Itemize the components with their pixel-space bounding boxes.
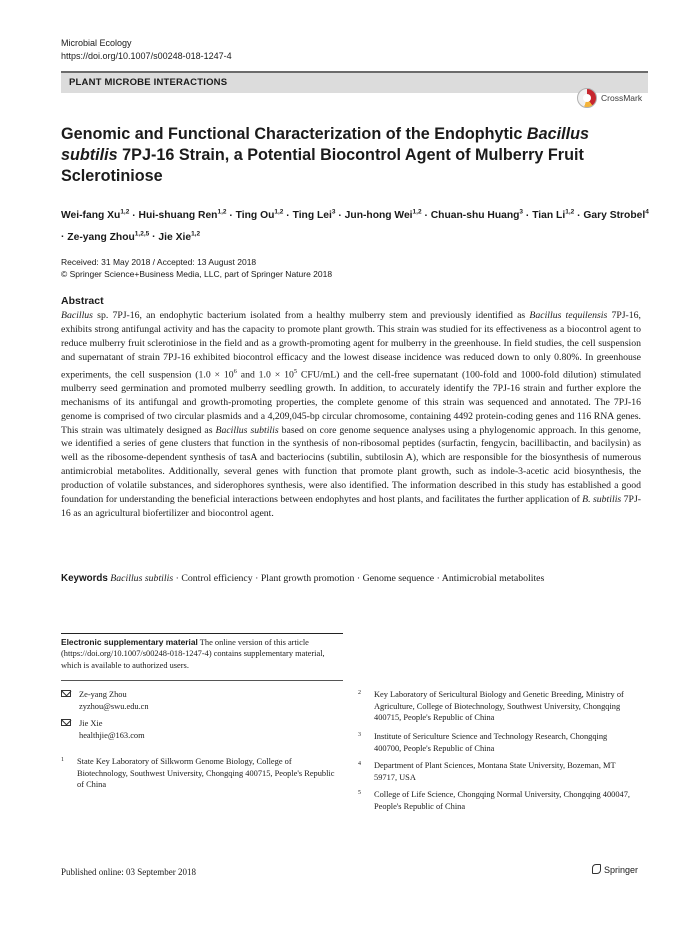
affiliation-item bbox=[61, 756, 343, 792]
envelope-icon bbox=[61, 719, 71, 726]
title-species: Bacillus subtilis bbox=[61, 125, 589, 164]
author-name: Ze-yang Zhou bbox=[67, 231, 135, 243]
keyword-italic: Bacillus subtilis bbox=[110, 573, 174, 584]
author-name: Tian Li bbox=[532, 210, 566, 222]
author-item[interactable] bbox=[583, 210, 648, 221]
envelope-icon bbox=[61, 690, 71, 697]
author-affiliation: 3 bbox=[331, 209, 336, 216]
abstract-italic: Bacillus bbox=[61, 310, 93, 321]
abstract-text: sp. 7PJ-16, an endophytic bacterium isolated from a healthy mulberry stem and previously identified as bbox=[92, 310, 530, 321]
title-part1: Genomic and Functional Characterization of the Endophytic bbox=[61, 125, 527, 143]
author-name: Wei-fang Xu bbox=[61, 210, 121, 222]
publisher-name: Springer bbox=[604, 865, 639, 875]
affiliation-number: 1 bbox=[61, 757, 64, 763]
abstract-body bbox=[61, 309, 641, 521]
crossmark-badge[interactable] bbox=[577, 88, 649, 108]
copyright-line: © Springer Science+Business Media, LLC, part of Springer Nature 2018 bbox=[61, 269, 333, 279]
keywords bbox=[61, 573, 544, 584]
esm-note bbox=[61, 637, 343, 671]
affiliation-number: 5 bbox=[358, 790, 361, 796]
author-affiliation: 1,2 bbox=[191, 230, 201, 238]
esm-top-rule bbox=[61, 633, 343, 634]
author-name: Gary Strobel bbox=[583, 210, 646, 222]
affiliation-number: 3 bbox=[358, 732, 361, 738]
affiliation-text: Institute of Sericulture Science and Technology Research, Chongqing 400700, People's Republic of China bbox=[374, 732, 608, 753]
author-item[interactable] bbox=[431, 210, 523, 221]
abstract-italic: B. subtilis bbox=[582, 494, 622, 506]
article-dates bbox=[61, 256, 332, 280]
abstract-text: and 1.0 × 10 bbox=[236, 368, 294, 380]
author-item[interactable] bbox=[345, 210, 422, 221]
abstract-sup: 5 bbox=[293, 367, 298, 375]
abstract-italic: Bacillus tequilensis bbox=[529, 310, 608, 321]
author-affiliation: 1,2,5 bbox=[134, 230, 150, 238]
abstract-sup: 6 bbox=[233, 367, 237, 375]
esm-link[interactable]: https://doi.org/10.1007/s00248-018-1247-4 bbox=[63, 649, 209, 659]
author-affiliation: 1,2 bbox=[274, 209, 284, 216]
author-affiliation: 1,2 bbox=[412, 209, 422, 216]
author-affiliation: 1,2 bbox=[217, 209, 227, 216]
title-part2: 7PJ-16 Strain, a Potential Biocontrol Agent of Mulberry Fruit Sclerotiniose bbox=[61, 146, 584, 185]
esm-text: ) contains supplementary material, which is available to authorized users. bbox=[61, 649, 325, 670]
author-affiliation: 4 bbox=[645, 209, 649, 216]
section-banner bbox=[61, 71, 648, 93]
author-affiliation: 1,2 bbox=[565, 209, 575, 216]
author-name: Chuan-shu Huang bbox=[430, 210, 520, 222]
author-item[interactable] bbox=[139, 210, 227, 221]
author-affiliation: 3 bbox=[519, 209, 524, 216]
abstract-text: 7PJ-16 as an agricultural biofertilizer and biocontrol agent. bbox=[61, 494, 641, 519]
contact-email[interactable]: zyzhou@swu.edu.cn bbox=[79, 701, 149, 711]
author-name: Jun-hong Wei bbox=[344, 210, 413, 222]
abstract-text: based on core genome sequence analyses using a phylogenomic approach. In this genome, we identified a series of gene clusters that function in the synthesis of non-ribosomal peptides (surfactin, fengycin, bacillibactin, and bacilysin) as well as the ribosome-dependent synthesis of tasA and bacteriocins (subtilin, subtilosin A), which are responsible for the biosynthesis of numerous antimicrobial metabolites. Additionally, several genes with function that promote plant growth, such as indole-3-acetic acid biosynthesis, the production of volatile substances, and siderophores synthesis, were also identified. The information described in this study has established a good foundation for understanding the beneficial interactions between endophytes and host plants, and facilitates the further application of bbox=[61, 424, 641, 506]
affiliation-text: State Key Laboratory of Silkworm Genome Biology, College of Biotechnology, Southwest University, Chongqing 400715, People's Republic of China bbox=[77, 757, 335, 789]
keywords-rest: · Control efficiency · Plant growth promotion · Genome sequence · Antimicrobial metabolites bbox=[173, 573, 545, 584]
published-online: Published online: 03 September 2018 bbox=[61, 867, 196, 877]
contact-entry bbox=[61, 718, 343, 742]
affiliation-item bbox=[358, 760, 648, 784]
affiliation-number: 4 bbox=[358, 761, 361, 767]
crossmark-icon bbox=[577, 88, 597, 108]
esm-text: The online version of this article ( bbox=[61, 638, 309, 659]
section-label: PLANT MICROBE INTERACTIONS bbox=[69, 77, 228, 88]
contact-name: Jie Xie bbox=[79, 719, 103, 728]
contact-entry bbox=[61, 689, 343, 713]
abstract-text: 7PJ-16, exhibits strong antifungal activity and has the capacity to promote plant growth. This strain was studied for its effectiveness as a biocontrol agent to reduce mulberry fruit sclerotiniose in the field and as a growth-promoting agent for mulberry in the greenhouse. In field studies, the cell suspension and supernatant of strain 7PJ-16 exhibited biocontrol efficacy and the lowest disease incidence was reduced down to only 0.80%. In greenhouse experiments, the cell suspension (1.0 × 10 bbox=[61, 310, 641, 380]
affiliation-text: College of Life Science, Chongqing Normal University, Chongqing 400047, People's Republic of China bbox=[374, 790, 631, 811]
author-name: Jie Xie bbox=[158, 231, 192, 243]
author-list: Wei-fang Xu$^{1,2}$ · Hui-shuang Ren$^{1,2}$ · Ting Ou$^{1,2}$ · Ting Lei$^3$ · Jun-hong Wei$^{1,2}$ · Chuan-shu Huang$^3$ · Tian Li$^{1,2}$ · Gary Strobel$^4$ · Ze-yang Zhou$^{1,2,5}$ · Jie Xie$^{1,2}$ bbox=[61, 209, 649, 243]
author-item[interactable] bbox=[293, 210, 336, 221]
affiliation-item bbox=[358, 689, 648, 725]
author-item[interactable] bbox=[236, 210, 284, 221]
received-accepted: Received: 31 May 2018 / Accepted: 13 August 2018 bbox=[61, 257, 257, 267]
springer-horse-icon bbox=[592, 864, 601, 874]
affiliation-text: Department of Plant Sciences, Montana State University, Bozeman, MT 59717, USA bbox=[374, 761, 616, 782]
author-item[interactable] bbox=[158, 232, 200, 243]
abstract-heading: Abstract bbox=[61, 295, 104, 307]
doi-link[interactable]: https://doi.org/10.1007/s00248-018-1247-4 bbox=[61, 51, 232, 61]
contact-name: Ze-yang Zhou bbox=[79, 690, 127, 699]
author-name: Ting Lei bbox=[292, 210, 332, 222]
abstract-text: CFU/mL) and the cell-free supernatant (100-fold and 1000-fold dilution) stimulated mulberry seed germination and promoted mulberry seedling growth. In addition, to accurately identify the 7PJ-16 strain and further explore the mechanisms of its antifungal and growth-promoting properties, the complete genome of this strain was sequenced and annotated. The 7PJ-16 genome is comprised of two circular plasmids and a 4,209,045-bp circular chromosome, containing 4492 protein-coding genes and 116 RNA genes. This strain was ultimately designed as bbox=[61, 368, 641, 436]
author-item[interactable] bbox=[61, 210, 129, 221]
author-affiliation: 1,2 bbox=[120, 209, 130, 216]
contact-email[interactable]: healthjie@163.com bbox=[79, 730, 145, 740]
keywords-label: Keywords bbox=[61, 573, 108, 584]
author-name: Ting Ou bbox=[235, 210, 275, 222]
article-title bbox=[61, 124, 621, 187]
crossmark-label: CrossMark bbox=[601, 93, 643, 103]
affiliation-text: Key Laboratory of Sericultural Biology and Genetic Breeding, Ministry of Agriculture, College of Biotechnology, Southwest University, Chongqing 400715, People's Republic of China bbox=[374, 690, 624, 722]
esm-bottom-rule bbox=[61, 680, 343, 681]
affiliation-number: 2 bbox=[358, 690, 361, 696]
author-item[interactable] bbox=[532, 210, 574, 221]
abstract-italic: Bacillus subtilis bbox=[215, 424, 279, 436]
publisher-logo bbox=[592, 864, 638, 875]
esm-label: Electronic supplementary material bbox=[61, 637, 198, 647]
affiliation-item bbox=[358, 789, 648, 813]
affiliation-item bbox=[358, 731, 648, 755]
journal-name: Microbial Ecology bbox=[61, 38, 132, 48]
author-name: Hui-shuang Ren bbox=[138, 210, 218, 222]
author-item[interactable] bbox=[67, 232, 149, 243]
